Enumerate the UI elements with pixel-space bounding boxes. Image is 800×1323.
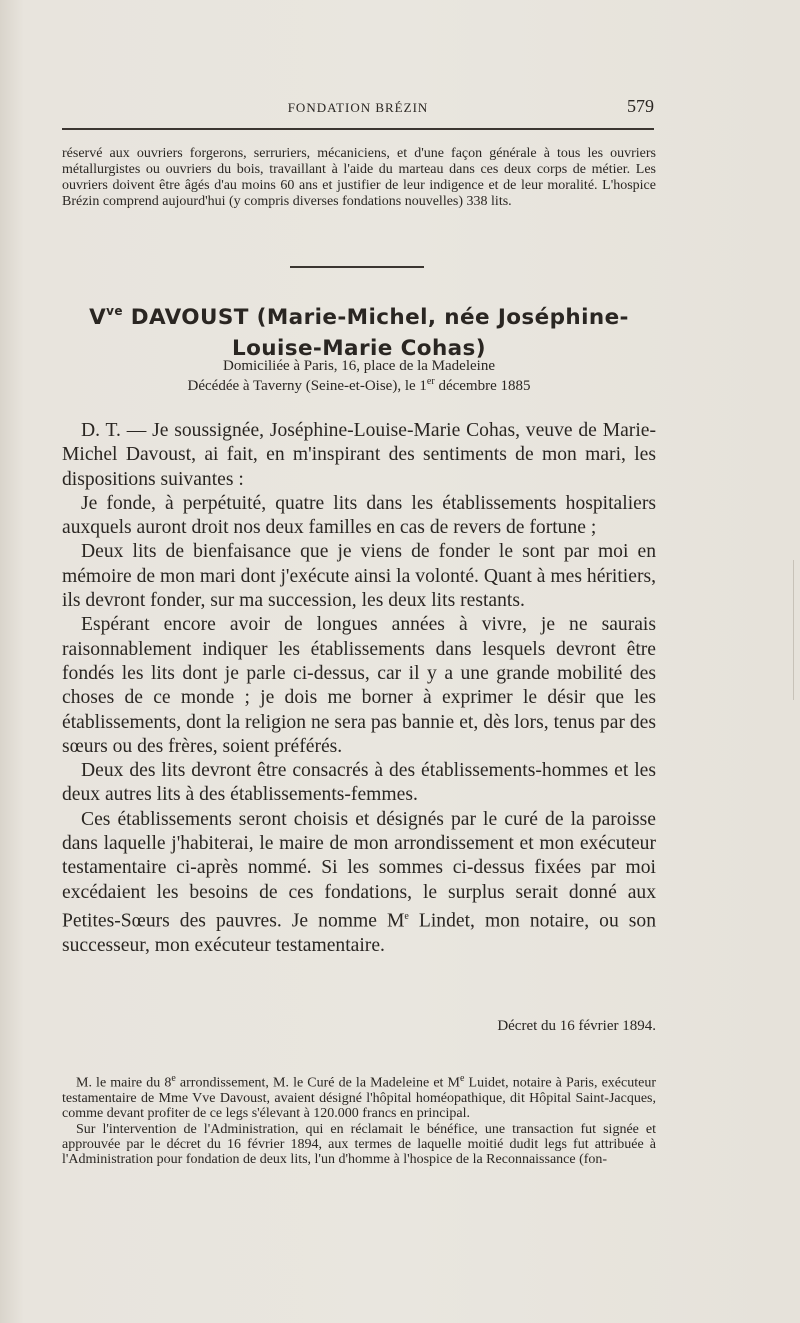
residence-info bbox=[62, 358, 656, 394]
note1-sup1: e bbox=[171, 1073, 176, 1084]
title-prefix: V bbox=[89, 305, 107, 330]
note-paragraph-1 bbox=[62, 1071, 656, 1122]
running-title: FONDATION BRÉZIN bbox=[287, 100, 429, 115]
note1-c: Luidet, notaire à Paris, exécuteur testamentaire de Mme Vve Davoust, avaient désigné l'hôpital homéopathique, dit Hôpital Saint-Jacques, comme devant profiter de ce legs s'élevant à 120.000 francs en principal. bbox=[62, 1075, 656, 1122]
entry-title-line-1 bbox=[62, 296, 656, 333]
title-line-1: DAVOUST (Marie-Michel, née Joséphine- bbox=[122, 305, 629, 330]
body-paragraph-6 bbox=[62, 808, 656, 958]
deces-after: décembre 1885 bbox=[434, 378, 531, 394]
p6-sup: e bbox=[404, 910, 409, 922]
page-number: 579 bbox=[627, 96, 654, 116]
body-paragraph-3: Deux lits de bienfaisance que je viens de fonder le sont par moi en mémoire de mon mari dont j'exécute ainsi la volonté. Quant à mes héritiers, ils devront fonder, sur ma succession, les deux lits restants. bbox=[62, 541, 656, 612]
body-paragraph-5: Deux des lits devront être consacrés à des établissements-hommes et les deux autres lits à des établissements-femmes. bbox=[62, 760, 656, 806]
title-prefix-sup: ve bbox=[106, 304, 123, 318]
note1-a: M. le maire du 8 bbox=[76, 1075, 172, 1091]
footnotes bbox=[62, 1071, 656, 1167]
header-rule bbox=[62, 128, 654, 130]
section-divider bbox=[290, 266, 424, 268]
intro-paragraph bbox=[62, 146, 656, 210]
testament-text bbox=[62, 419, 656, 958]
note-paragraph-2: Sur l'intervention de l'Administration, qui en réclamait le bénéfice, une transaction fut signée et approuvée par le décret du 16 février 1894, aux termes de laquelle moitié dudit legs fut attribuée à l'Administration pour fondation de deux lits, l'un d'homme à l'hospice de la Reconnaissance (fon- bbox=[62, 1121, 656, 1168]
domicile-line: Domiciliée à Paris, 16, place de la Madeleine bbox=[223, 358, 495, 374]
body-paragraph-4: Espérant encore avoir de longues années à vivre, je ne saurais raisonnablement indiquer les établissements dans lesquels devront être fondés les lits dont je parle ci-dessus, car il y a une grande mobilité des choses de ce monde ; je dois me borner à exprimer le désir que les établissements, dont la religion ne sera pas bannie et, dès lors, tenus par des sœurs ou des frères, soient préférés. bbox=[62, 614, 656, 757]
p6-before: Ces établissements seront choisis et désignés par le curé de la paroisse dans laquelle j'habiterai, le maire de mon arrondissement et mon exécuteur testamentaire ci-après nommé. Si les sommes ci-dessus fixées par moi excédaient les besoins de ces fondations, le surplus serait donné aux Petites-Sœurs des pauvres. Je nomme M bbox=[62, 808, 656, 932]
deces-line bbox=[62, 374, 656, 394]
deces-sup: er bbox=[426, 376, 435, 387]
margin-scan-mark bbox=[793, 560, 794, 700]
body-paragraph-2: Je fonde, à perpétuité, quatre lits dans les établissements hospitaliers auxquels auront droit nos deux familles en cas de revers de fortune ; bbox=[62, 492, 656, 539]
title-line-2: Louise-Marie Cohas) bbox=[232, 336, 486, 361]
body-paragraph-1: D. T. — Je soussignée, Joséphine-Louise-Marie Cohas, veuve de Marie-Michel Davoust, ai fait, en m'inspirant des sentiments de mon mari, les dispositions suivantes : bbox=[62, 420, 656, 490]
deces-before: Décédée à Taverny (Seine-et-Oise), le 1 bbox=[187, 378, 427, 394]
note1-sup2: e bbox=[459, 1073, 465, 1084]
decree-line: Décret du 16 février 1894. bbox=[497, 1018, 656, 1034]
p6-after: Lindet, mon notaire, ou son successeur, mon exécuteur testamentaire. bbox=[62, 910, 656, 956]
note1-b: arrondissement, M. le Curé de la Madeleine et M bbox=[175, 1075, 460, 1091]
intro-text: réservé aux ouvriers forgerons, serruriers, mécaniciens, et d'une façon générale à tous les ouvriers métallurgistes ou ouvriers du bois, travaillant à l'aide du marteau dans ces deux corps de métier. Les ouvriers doivent être âgés d'au moins 60 ans et justifier de leur indigence et de leur moralité. L'hospice Brézin comprend aujourd'hui (y compris diverses fondations nouvelles) 338 lits. bbox=[62, 146, 656, 209]
page-header bbox=[62, 96, 654, 120]
entry-title bbox=[62, 296, 656, 364]
